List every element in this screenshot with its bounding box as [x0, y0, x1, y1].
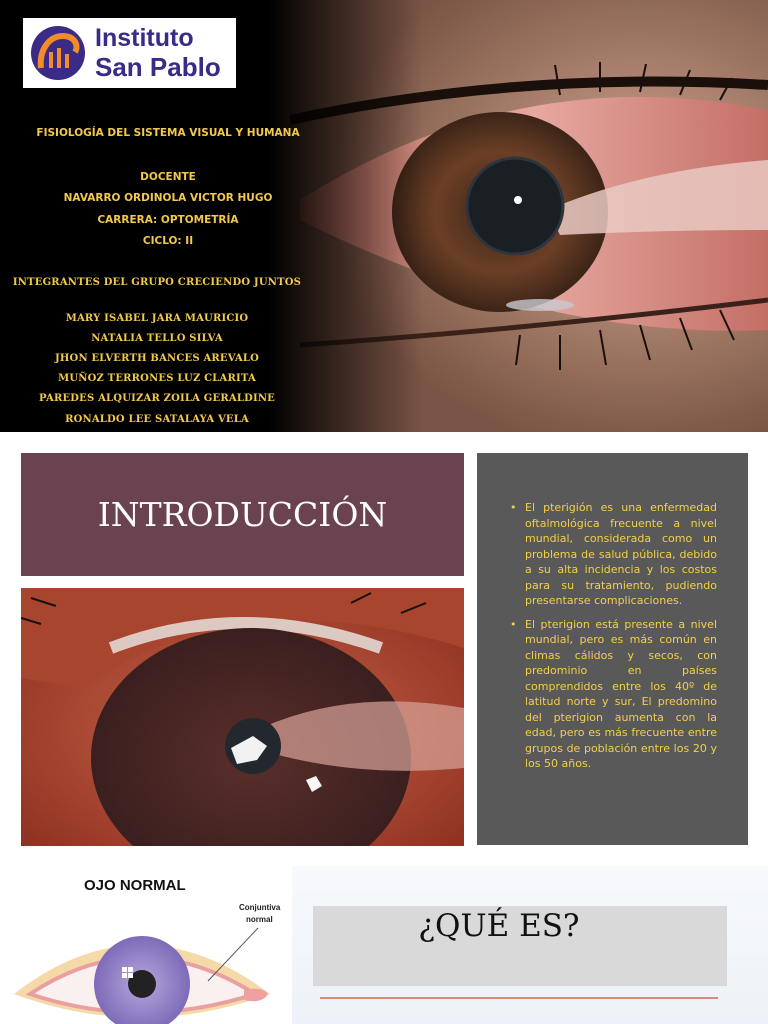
bullet-text: El pterigion está presente a nivel mundial, pero es más común en climas cálidos y secos, con predominio en países comprendidos entre los 40º de latitud norte y sur, El predomino del pterigion aumenta con la edad, pero es más frecuente entre grupos de población entre los 20 y los 50 años. [525, 617, 717, 770]
normal-eye-title: OJO NORMAL [84, 877, 186, 894]
logo-text-instituto: Instituto [95, 24, 194, 52]
cycle: CICLO: II [142, 235, 194, 247]
career: CARRERA: OPTOMETRÍA [97, 214, 239, 226]
course-name: FISIOLOGÍA DEL SISTEMA VISUAL Y HUMANA [36, 127, 300, 139]
bullet-text: El pterigión es una enfermedad oftalmológica frecuente a nivel mundial, considerada como un problema de salud pública, debido a su alta incidencia y los costos para su tratamiento, pudiendo presentarse complicaciones. [525, 501, 717, 607]
que-es-title: ¿QUÉ ES? [418, 908, 580, 944]
conjunctiva-label: Conjuntiva [239, 903, 281, 912]
member-name: PAREDES ALQUIZAR ZOILA GERALDINE [39, 393, 275, 404]
teacher-label: DOCENTE [140, 171, 196, 183]
conjunctiva-label-normal: normal [246, 915, 273, 924]
bullet-item [510, 617, 717, 772]
san-pablo-logo-icon [29, 24, 87, 82]
institute-logo [23, 18, 236, 88]
bullet-item [510, 500, 717, 609]
normal-eye-diagram [0, 866, 292, 1024]
member-name: RONALDO LEE SATALAYA VELA [65, 414, 249, 425]
title-underline [320, 997, 718, 999]
teacher-name: NAVARRO ORDINOLA VICTOR HUGO [63, 192, 273, 204]
bullet-icon: • [510, 501, 517, 514]
member-name: MARY ISABEL JARA MAURICIO [65, 313, 249, 324]
member-name: MUÑOZ TERRONES LUZ CLARITA [58, 373, 256, 384]
intro-title: INTRODUCCIÓN [97, 495, 388, 534]
intro-bullet-list [510, 500, 717, 780]
pterygium-closeup-photo [21, 588, 464, 846]
introduction-slide [0, 440, 768, 858]
bullet-icon: • [510, 617, 517, 631]
member-name: NATALIA TELLO SILVA [91, 333, 223, 344]
logo-text-san-pablo: San Pablo [95, 52, 221, 82]
cover-slide [0, 0, 768, 432]
que-es-panel [292, 866, 768, 1024]
intro-text-box [477, 453, 748, 845]
member-name: JHON ELVERTH BANCES AREVALO [54, 353, 260, 364]
group-title: INTEGRANTES DEL GRUPO CRECIENDO JUNTOS [12, 277, 302, 288]
que-es-slide [0, 866, 768, 1024]
intro-title-box [21, 453, 464, 576]
